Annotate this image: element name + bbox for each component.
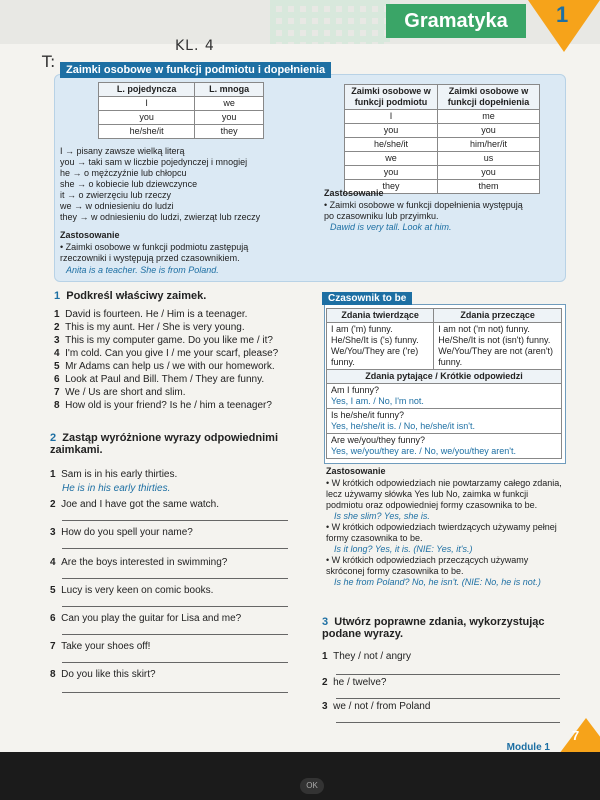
table2-cell: you [345,166,438,180]
usage-title-left: Zastosowanie [60,230,120,240]
page-number: 7 [572,728,580,743]
exercise1-item: This is my computer game. Do you like me / it? [65,335,273,346]
question-line: Are we/you/they funny? [331,435,426,445]
exercise1-item: We / Us are short and slim. [65,387,186,398]
exercise3-item-3: 3 we / not / from Poland [322,701,431,712]
table2-cell: we [345,152,438,166]
note-line: I → pisany zawsze wielką literą [60,146,185,156]
table2-cell: them [437,180,539,194]
ok-button[interactable]: OK [300,778,324,794]
usage-example: Is he from Poland? No, he isn't. (NIE: No, he is not.) [334,577,541,587]
usage-example: Is she slim? Yes, she is. [334,511,430,521]
exercise3-title-text: Utwórz poprawne zdania, wykorzystując podane wyrazy. [322,616,545,640]
table2-cell: he/she/it [345,138,438,152]
list-item: 7 We / Us are short and slim. [54,387,186,398]
pronoun-notes [60,146,310,223]
exercise3-item-2: 2 he / twelve? [322,677,387,688]
list-item: 2 This is my aunt. Her / She is very young. [54,322,245,333]
answer-line-text: Yes, we/you/they are. / No, we/you/they aren't. [331,446,516,456]
question-cell [327,384,562,409]
exercise1-item: This is my aunt. Her / She is very young. [65,322,245,333]
table2-cell: they [345,180,438,194]
table2-cell: him/her/it [437,138,539,152]
exercise2-item-1: 1 Sam is in his early thirties. [50,469,178,480]
to-be-header: Zdania przeczące [434,309,562,323]
exercise2-number: 2 [50,432,57,444]
example-right: Dawid is very tall. Look at him. [330,222,452,232]
pronouns-table-1 [98,82,264,139]
table2-cell: you [437,166,539,180]
answer-line[interactable] [62,548,288,549]
exercise2-item: Joe and I have got the same watch. [61,499,220,510]
to-be-usage [326,478,562,588]
exercise1-item: Look at Paul and Bill. Them / They are funny. [65,374,265,385]
example-left: Anita is a teacher. She is from Poland. [66,265,219,275]
pronouns-heading: Zaimki osobowe w funkcji podmiotu i dopełnienia [60,62,331,78]
usage-line: • W krótkich odpowiedziach twierdzących używamy pełnej formy czasownika to be. [326,522,557,543]
note-line: they → w odniesieniu do ludzi, zwierząt lub rzeczy [60,212,261,222]
question-cell [327,434,562,459]
exercise1-item: David is fourteen. He / Him is a teenager. [65,309,248,320]
question-line: Am I funny? [331,385,380,395]
answer-line[interactable] [62,662,288,663]
pixel-pattern [270,0,390,44]
list-item: 8 How old is your friend? Is he / him a teenager? [54,400,272,411]
answer-line[interactable] [336,698,560,699]
exercise3-item: he / twelve? [333,677,387,688]
exercise1-item: How old is your friend? Is he / him a teenager? [65,400,272,411]
usage-title-right: Zastosowanie [324,188,384,198]
affirmative-line: He/She/It is ('s) funny. [331,335,419,345]
exercise2-answer: He is in his early thirties. [62,483,171,494]
table2-header: Zaimki osobowe w funkcji podmiotu [345,85,438,110]
negative-line: He/She/It is not (isn't) funny. [438,335,551,345]
to-be-heading: Czasownik to be [322,292,412,305]
exercise2-item-8: 8 Do you like this skirt? [50,669,156,680]
table2-cell: I [345,110,438,124]
answer-line[interactable] [62,692,288,693]
exercise2-item-7: 7 Take your shoes off! [50,641,151,652]
table1-cell: we [195,97,264,111]
exercise2-item-3: 3 How do you spell your name? [50,527,193,538]
table1-header: L. pojedyncza [99,83,195,97]
list-item: 5 Mr Adams can help us / we with our homework. [54,361,275,372]
answer-line[interactable] [336,674,560,675]
exercise1-list [54,308,314,412]
exercise1-title [54,290,206,302]
exercise2-title-text: Zastąp wyróżnione wyrazy odpowiednimi zaimkami. [50,432,279,456]
exercise2-item-2: 2 Joe and I have got the same watch. [50,499,220,510]
table1-cell: he/she/it [99,125,195,139]
to-be-table [326,308,562,459]
exercise1-item: I'm cold. Can you give I / me your scarf, please? [65,348,279,359]
list-item: 4 I'm cold. Can you give I / me your scarf, please? [54,348,279,359]
exercise2-title [50,432,300,456]
device-bezel [0,752,600,800]
negative-line: We/You/They are not (aren't) funny. [438,346,554,367]
note-line: she → o kobiecie lub dziewczynce [60,179,198,189]
table1-cell: you [195,111,264,125]
exercise2-item: Lucy is very keen on comic books. [61,585,214,596]
answer-line[interactable] [62,520,288,521]
table1-header: L. mnoga [195,83,264,97]
list-item: 3 This is my computer game. Do you like me / it? [54,335,273,346]
table1-cell: they [195,125,264,139]
pronouns-table-2 [344,84,540,194]
to-be-usage-title: Zastosowanie [326,466,386,476]
question-cell [327,409,562,434]
table2-cell: you [345,124,438,138]
exercise2-item: How do you spell your name? [61,527,193,538]
negative-cell [434,323,562,370]
answer-line-text: Yes, he/she/it is. / No, he/she/it isn't. [331,421,475,431]
exercise1-title-text: Podkreśl właściwy zaimek. [66,290,207,302]
question-header: Zdania pytające / Krótkie odpowiedzi [327,370,562,384]
answer-line[interactable] [62,606,288,607]
handwritten-class: KL. 4 [175,38,215,54]
exercise3-item: They / not / angry [333,651,411,662]
note-line: it → o zwierzęciu lub rzeczy [60,190,172,200]
answer-line[interactable] [336,722,560,723]
table2-cell: me [437,110,539,124]
exercise2-item: Sam is in his early thirties. [61,469,178,480]
exercise2-item: Take your shoes off! [61,641,151,652]
exercise2-item-4: 4 Are the boys interested in swimming? [50,557,228,568]
usage-line: • W krótkich odpowiedziach nie powtarzamy całego zdania, lecz używamy słówka Yes lub No, zaimka w funkcji podmiotu oraz odpowiedniej formy czasownika to be. [326,478,562,510]
exercise1-item: Mr Adams can help us / we with our homework. [65,361,275,372]
list-item: 6 Look at Paul and Bill. Them / They are funny. [54,374,265,385]
answer-line[interactable] [62,634,288,635]
table1-cell: you [99,111,195,125]
exercise2-item: Can you play the guitar for Lisa and me? [61,613,242,624]
exercise1-number: 1 [54,290,61,302]
usage-right: • Zaimki osobowe w funkcji dopełnienia występują po czasowniku lub przyimku. [324,200,523,221]
table2-cell: you [437,124,539,138]
exercise2-item-6: 6 Can you play the guitar for Lisa and me? [50,613,242,624]
negative-line: I am not ('m not) funny. [438,324,530,334]
usage-left: • Zaimki osobowe w funkcji podmiotu zastępują rzeczowniki i występują przed czasownikiem. [60,242,249,263]
affirmative-line: I am ('m) funny. [331,324,393,334]
table2-header: Zaimki osobowe w funkcji dopełnienia [437,85,539,110]
usage-line: • W krótkich odpowiedziach przeczących używamy skróconej formy czasownika to be. [326,555,529,576]
exercise3-item: we / not / from Poland [333,701,431,712]
unit-number: 1 [556,2,569,27]
note-line: you → taki sam w liczbie pojedynczej i mnogiej [60,157,248,167]
table1-cell: I [99,97,195,111]
note-line: he → o mężczyźnie lub chłopcu [60,168,187,178]
exercise2-item: Are the boys interested in swimming? [61,557,228,568]
exercise2-item-5: 5 Lucy is very keen on comic books. [50,585,214,596]
exercise2-item: Do you like this skirt? [61,669,156,680]
answer-line[interactable] [62,578,288,579]
affirmative-cell [327,323,434,370]
section-title: Gramatyka [386,4,526,38]
exercise3-number: 3 [322,616,329,628]
usage-example: Is it long? Yes, it is. (NIE: Yes, it's.) [334,544,473,554]
table2-cell: us [437,152,539,166]
to-be-header: Zdania twierdzące [327,309,434,323]
affirmative-line: We/You/They are ('re) funny. [331,346,419,367]
answer-line-text: Yes, I am. / No, I'm not. [331,396,424,406]
exercise3-item-1: 1 They / not / angry [322,651,411,662]
note-line: we → w odniesieniu do ludzi [60,201,174,211]
handwritten-mark: T: [42,52,56,71]
question-line: Is he/she/it funny? [331,410,405,420]
list-item: 1 David is fourteen. He / Him is a teenager. [54,309,248,320]
module-label: Module 1 [506,742,550,752]
exercise3-title [322,616,572,640]
